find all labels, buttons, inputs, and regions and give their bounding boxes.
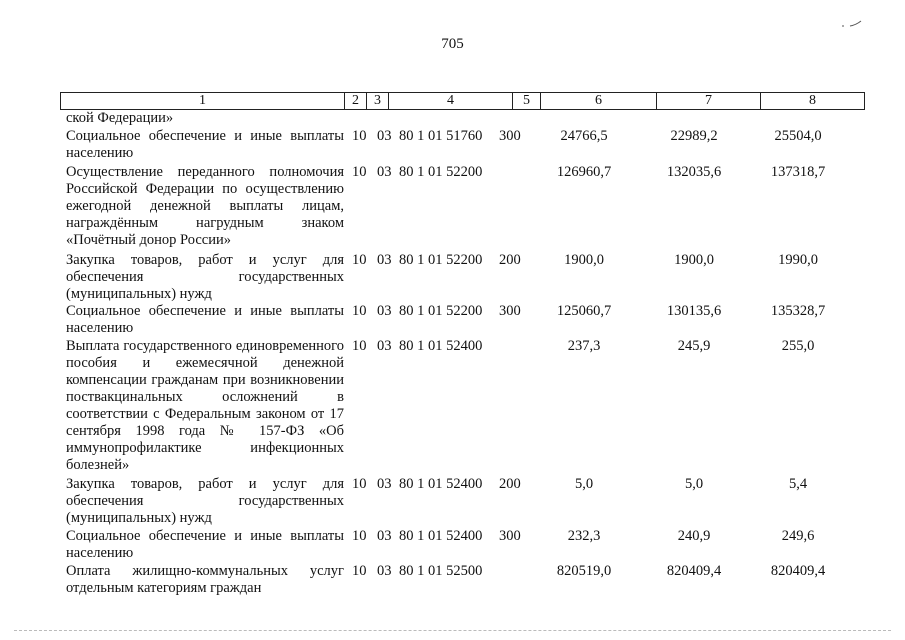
header-cell: 6 xyxy=(541,93,657,110)
scan-edge-divider xyxy=(14,630,891,633)
cell-expense-type: 300 xyxy=(499,128,521,144)
cell-amount-col6: 820519,0 xyxy=(556,563,612,579)
cell-amount-col8: 249,6 xyxy=(781,528,815,544)
cell-section: 10 xyxy=(352,338,367,354)
cell-amount-col8: 137318,7 xyxy=(770,164,826,180)
cell-amount-col6: 5,0 xyxy=(574,476,594,492)
cell-section: 10 xyxy=(352,476,367,492)
header-cell: 2 xyxy=(345,93,367,110)
header-cell: 7 xyxy=(657,93,761,110)
header-cell: 1 xyxy=(61,93,345,110)
cell-amount-col6: 1900,0 xyxy=(564,252,604,268)
row-name: Выплата государственного единовременного пособия и ежемесячной денежной компенсации гражданам при возникновении поствакцинальных осложнений в соответствии с Федеральным законом от 17 сентября 1998 года № 157-ФЗ «Об иммунопрофилактике инфекционных болезней» xyxy=(66,338,344,473)
cell-subsection: 03 xyxy=(377,252,392,268)
row-name: Социальное обеспечение и иные выплаты населению xyxy=(66,303,344,336)
header-cell: 8 xyxy=(761,93,865,110)
cell-expense-type: 300 xyxy=(499,528,521,544)
cell-section: 10 xyxy=(352,303,367,319)
cell-expense-type: 200 xyxy=(499,252,521,268)
cell-section: 10 xyxy=(352,128,367,144)
cell-expense-type: 300 xyxy=(499,303,521,319)
cell-amount-col7: 245,9 xyxy=(677,338,711,354)
cell-subsection: 03 xyxy=(377,164,392,180)
cell-section: 10 xyxy=(352,252,367,268)
row-name: Социальное обеспечение и иные выплаты населению xyxy=(66,128,344,161)
cell-target-article: 80 1 01 52200 xyxy=(399,164,483,180)
cell-amount-col8: 5,4 xyxy=(788,476,808,492)
cell-target-article: 80 1 01 52200 xyxy=(399,252,483,268)
cell-amount-col6: 232,3 xyxy=(567,528,601,544)
header-cell: 4 xyxy=(389,93,513,110)
cell-target-article: 80 1 01 52400 xyxy=(399,338,483,354)
cell-amount-col7: 22989,2 xyxy=(670,128,718,144)
cell-amount-col8: 1990,0 xyxy=(778,252,818,268)
cell-section: 10 xyxy=(352,528,367,544)
page-number: 705 xyxy=(441,36,464,52)
cell-subsection: 03 xyxy=(377,528,392,544)
row-name: Оплата жилищно-коммунальных услуг отдельным категориям граждан xyxy=(66,563,344,596)
row-name: Социальное обеспечение и иные выплаты населению xyxy=(66,528,344,561)
row-name: Осуществление переданного полномочия Российской Федерации по осуществлению ежегодной денежной выплаты лицам, награждённым нагрудным знаком «Почётный донор России» xyxy=(66,164,344,248)
cell-target-article: 80 1 01 52200 xyxy=(399,303,483,319)
cell-target-article: 80 1 01 51760 xyxy=(399,128,483,144)
cell-amount-col8: 25504,0 xyxy=(774,128,822,144)
cell-amount-col6: 126960,7 xyxy=(556,164,612,180)
header-cell: 5 xyxy=(513,93,541,110)
cell-amount-col7: 240,9 xyxy=(677,528,711,544)
cell-amount-col7: 132035,6 xyxy=(666,164,722,180)
row-name: Закупка товаров, работ и услуг для обеспечения государственных (муниципальных) нужд xyxy=(66,476,344,526)
cell-amount-col6: 237,3 xyxy=(567,338,601,354)
row-name: ской Федерации» xyxy=(66,110,174,126)
cell-amount-col8: 255,0 xyxy=(781,338,815,354)
cell-amount-col7: 1900,0 xyxy=(674,252,714,268)
cell-subsection: 03 xyxy=(377,476,392,492)
cell-target-article: 80 1 01 52400 xyxy=(399,476,483,492)
cell-amount-col6: 24766,5 xyxy=(560,128,608,144)
cell-target-article: 80 1 01 52500 xyxy=(399,563,483,579)
cell-amount-col8: 820409,4 xyxy=(770,563,826,579)
header-cell: 3 xyxy=(367,93,389,110)
cell-amount-col6: 125060,7 xyxy=(556,303,612,319)
cell-amount-col8: 135328,7 xyxy=(770,303,826,319)
cell-subsection: 03 xyxy=(377,128,392,144)
cell-amount-col7: 5,0 xyxy=(684,476,704,492)
cell-expense-type: 200 xyxy=(499,476,521,492)
cell-subsection: 03 xyxy=(377,338,392,354)
cell-subsection: 03 xyxy=(377,563,392,579)
cell-amount-col7: 820409,4 xyxy=(666,563,722,579)
row-name: Закупка товаров, работ и услуг для обеспечения государственных (муниципальных) нужд xyxy=(66,252,344,302)
cell-section: 10 xyxy=(352,563,367,579)
cell-target-article: 80 1 01 52400 xyxy=(399,528,483,544)
cell-amount-col7: 130135,6 xyxy=(666,303,722,319)
cell-subsection: 03 xyxy=(377,303,392,319)
cell-section: 10 xyxy=(352,164,367,180)
